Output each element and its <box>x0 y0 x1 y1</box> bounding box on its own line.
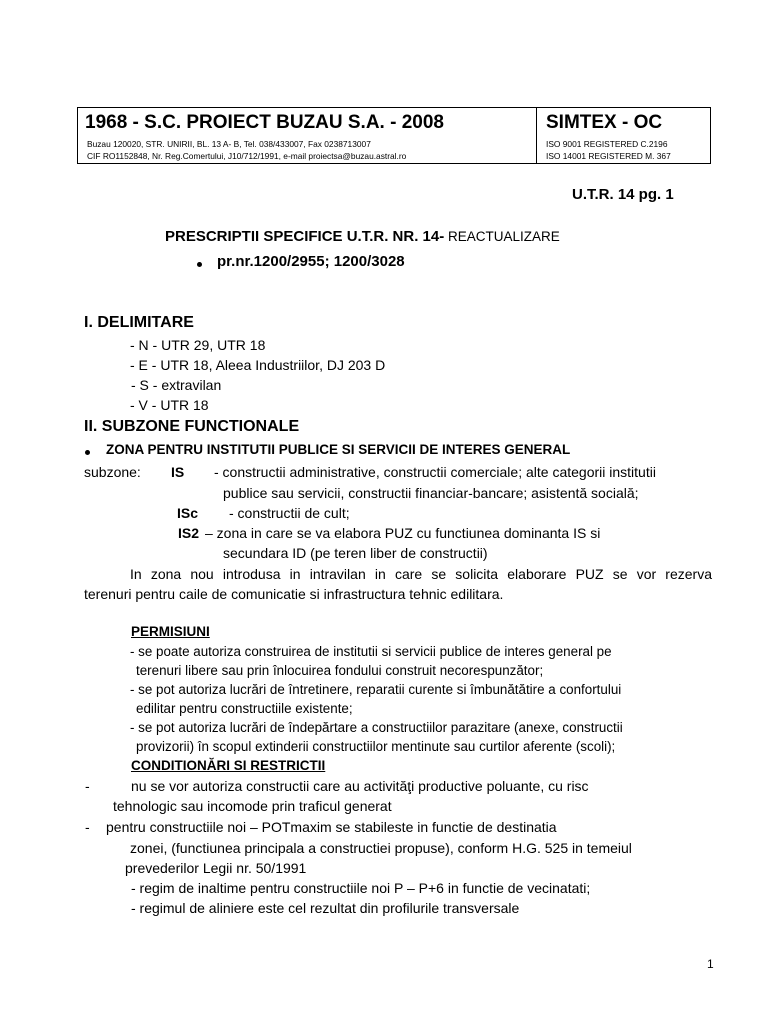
subzone-code-isc: ISc <box>177 505 199 521</box>
bullet-icon <box>197 262 202 267</box>
dash-marker: - <box>85 819 90 835</box>
paragraph-line: In zona nou introdusa in intravilan in care se solicita elaborare PUZ se vor rezerva <box>130 566 712 582</box>
permisiuni-line: - se pot autoriza lucrări de întretinere, reparatii curente si îmbunătătire a confortului <box>130 682 622 697</box>
company-address: Buzau 120020, STR. UNIRII, BL. 13 A- B, Tel. 038/433007, Fax 0238713007 <box>87 139 371 149</box>
permisiuni-line: - se poate autoriza construirea de institutii si servicii publice de interes general pe <box>130 644 612 659</box>
subzone-label: subzone: <box>84 464 141 480</box>
conditionari-line: nu se vor autoriza constructii care au activităţi productive poluante, cu risc <box>131 778 589 794</box>
subzone-is2-description-cont: secundara ID (pe teren liber de constructii) <box>223 545 488 561</box>
subzone-isc-description: - constructii de cult; <box>229 505 350 521</box>
delimitare-west: - V - UTR 18 <box>130 397 209 413</box>
company-registration: CIF RO1152848, Nr. Reg.Comertului, J10/712/1991, e-mail proiectsa@buzau.astral.ro <box>87 151 407 161</box>
page-number: 1 <box>707 957 714 971</box>
subzone-is-description: - constructii administrative, constructii comerciale; alte categorii institutii <box>214 464 656 480</box>
permisiuni-heading: PERMISIUNI <box>131 624 210 639</box>
conditionari-line: zonei, (functiunea principala a constructiei propuse), conform H.G. 525 in temeiul <box>130 840 632 856</box>
permisiuni-line: provizorii) în scopul extinderii constructiilor mentinute sau curtilor aferente (scoli); <box>136 739 616 754</box>
document-title-main: PRESCRIPTII SPECIFICE U.T.R. NR. 14- <box>165 228 445 245</box>
document-title <box>165 228 560 246</box>
permisiuni-line: - se pot autoriza lucrări de îndepărtare a constructiilor parazitare (anexe, constructii <box>130 720 623 735</box>
dash-marker: - <box>85 778 90 794</box>
permisiuni-line: edilitar pentru constructiile existente; <box>136 701 353 716</box>
paragraph-line: terenuri pentru caile de comunicatie si infrastructura tehnic edilitara. <box>84 586 504 602</box>
zone-title: ZONA PENTRU INSTITUTII PUBLICE SI SERVICII DE INTERES GENERAL <box>106 442 571 457</box>
iso-9001-line: ISO 9001 REGISTERED C.2196 <box>546 139 668 149</box>
letterhead-box <box>77 107 711 164</box>
iso-14001-line: ISO 14001 REGISTERED M. 367 <box>546 151 671 161</box>
delimitare-south: - S - extravilan <box>131 377 222 393</box>
project-numbers: pr.nr.1200/2955; 1200/3028 <box>217 253 405 270</box>
bullet-icon <box>85 450 90 455</box>
subzone-is2-description: – zona in care se va elabora PUZ cu functiunea dominanta IS si <box>205 525 601 541</box>
conditionari-line: - regim de inaltime pentru constructiile noi P – P+6 in functie de vecinatati; <box>131 880 591 896</box>
permisiuni-line: terenuri libere sau prin înlocuirea fondului construit necorespunzător; <box>136 663 544 678</box>
section-subzone-heading: II. SUBZONE FUNCTIONALE <box>84 418 300 435</box>
document-title-suffix: REACTUALIZARE <box>444 229 560 244</box>
subzone-code-is: IS <box>171 464 185 480</box>
conditionari-line: - regimul de aliniere este cel rezultat din profilurile transversale <box>131 900 520 916</box>
letterhead-divider <box>536 108 537 163</box>
company-title: 1968 - S.C. PROIECT BUZAU S.A. - 2008 <box>85 112 444 133</box>
page-reference: U.T.R. 14 pg. 1 <box>572 186 674 203</box>
delimitare-east: - E - UTR 18, Aleea Industriilor, DJ 203 D <box>130 357 386 373</box>
conditionari-heading: CONDITIONĂRI SI RESTRICTII <box>131 758 326 773</box>
subzone-code-is2: IS2 <box>178 525 200 541</box>
certification-title: SIMTEX - OC <box>546 112 663 133</box>
subzone-is-description-cont: publice sau servicii, constructii financiar-bancare; asistentă socială; <box>223 485 639 501</box>
conditionari-line: tehnologic sau incomode prin traficul generat <box>113 798 392 814</box>
conditionari-line: pentru constructiile noi – POTmaxim se stabileste in functie de destinatia <box>106 819 557 835</box>
section-delimitare-heading: I. DELIMITARE <box>84 314 194 331</box>
delimitare-north: - N - UTR 29, UTR 18 <box>130 337 266 353</box>
conditionari-line: prevederilor Legii nr. 50/1991 <box>125 860 307 876</box>
